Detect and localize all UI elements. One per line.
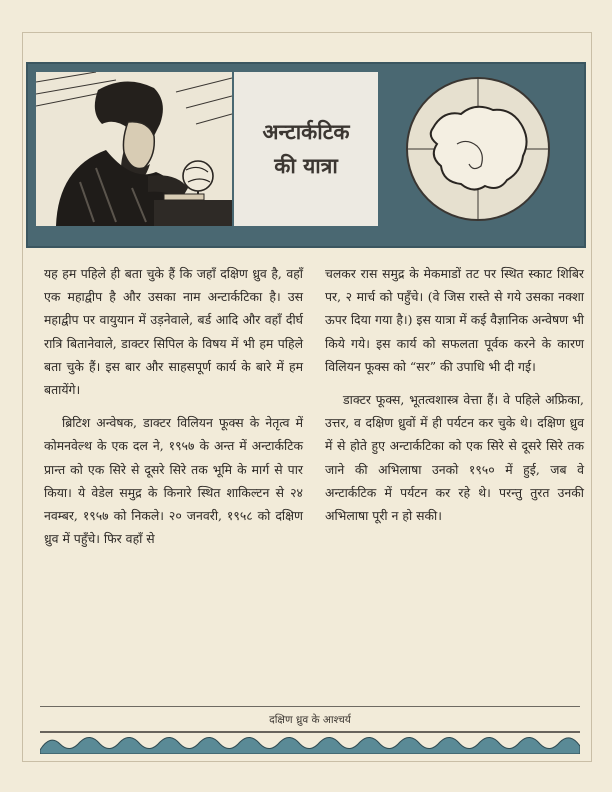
paragraph: डाक्टर फूक्स, भूतत्वशास्त्र वेत्ता हैं। वे पहिले अफ्रिका, उत्तर, व दक्षिण ध्रुवों में ही पर्यटन कर चुके थे। दक्षिण ध्रुव में से होते हुए अन्टार्कटिका को एक सिरे से दूसरे सिरे तक जाने की अभिलाषा उनको १९५० में हुई, जब वे अन्टार्कटिक में पर्यटन कर रहे थे। परन्तु तुरत उनकी अभिलाषा पूरी न हो सकी। [325, 392, 584, 524]
banner-inner [36, 72, 576, 226]
scientist-illustration [36, 72, 232, 226]
article-body [44, 262, 584, 692]
page-title-line-2: की यात्रा [274, 153, 338, 178]
footer-divider [40, 706, 580, 707]
paragraph: यह हम पहिले ही बता चुके हैं कि जहाँ दक्षिण ध्रुव है, वहाँ एक महाद्वीप है और उसका नाम अन्टार्कटिका है। उस महाद्वीप पर वायुयान में उड़नेवाले, बर्ड आदि और वहाँ दीर्घ रात्रि बितानेवाले, डाक्टर सिपिल के विषय में भी हम पहिले बता चुके हैं। इस बार और साहसपूर्ण कार्य के बारे में हम बतायेंगे। [44, 266, 303, 398]
scientist-drawing [36, 72, 232, 226]
column-left [44, 262, 303, 692]
page-title-line-1: अन्टार्कटिक [262, 119, 350, 144]
paragraph: ब्रिटिश अन्वेषक, डाक्टर विलियन फूक्स के नेतृत्व में कोमनवेल्थ के एक दल ने, १९५७ के अन्त में अन्टार्कटिक प्रान्त को एक सिरे से दूसरे सिरे तक भूमि के मार्ग से पार किया। ये वेडेल समुद्र के किनारे स्थित शाकिल्टन से २४ नवम्बर, १९५७ को निकले। २० जनवरी, १९५८ को दक्षिण ध्रुव में पहुँचे। फिर वहाँ से [44, 415, 303, 547]
antarctica-map-panel [380, 72, 576, 226]
paragraph: चलकर रास समुद्र के मेकमाडों तट पर स्थित स्काट शिबिर पर, २ मार्च को पहुँचे। (वे जिस रास्ते से गये उसका नक्शा ऊपर दिया गया है।) इस यात्रा में कई वैज्ञानिक अन्वेषण भी किये गये। इस कार्य को सफलता पूर्वक करने के कारण विलियन फूक्स को “सर” की उपाधि भी दी गई। [325, 266, 584, 374]
header-banner [26, 62, 586, 248]
series-title: दक्षिण ध्रुव के आश्चर्य [269, 714, 351, 726]
antarctica-map-icon [403, 74, 553, 224]
column-right [325, 262, 584, 692]
decorative-wave-border [40, 730, 580, 754]
title-panel [232, 72, 380, 226]
